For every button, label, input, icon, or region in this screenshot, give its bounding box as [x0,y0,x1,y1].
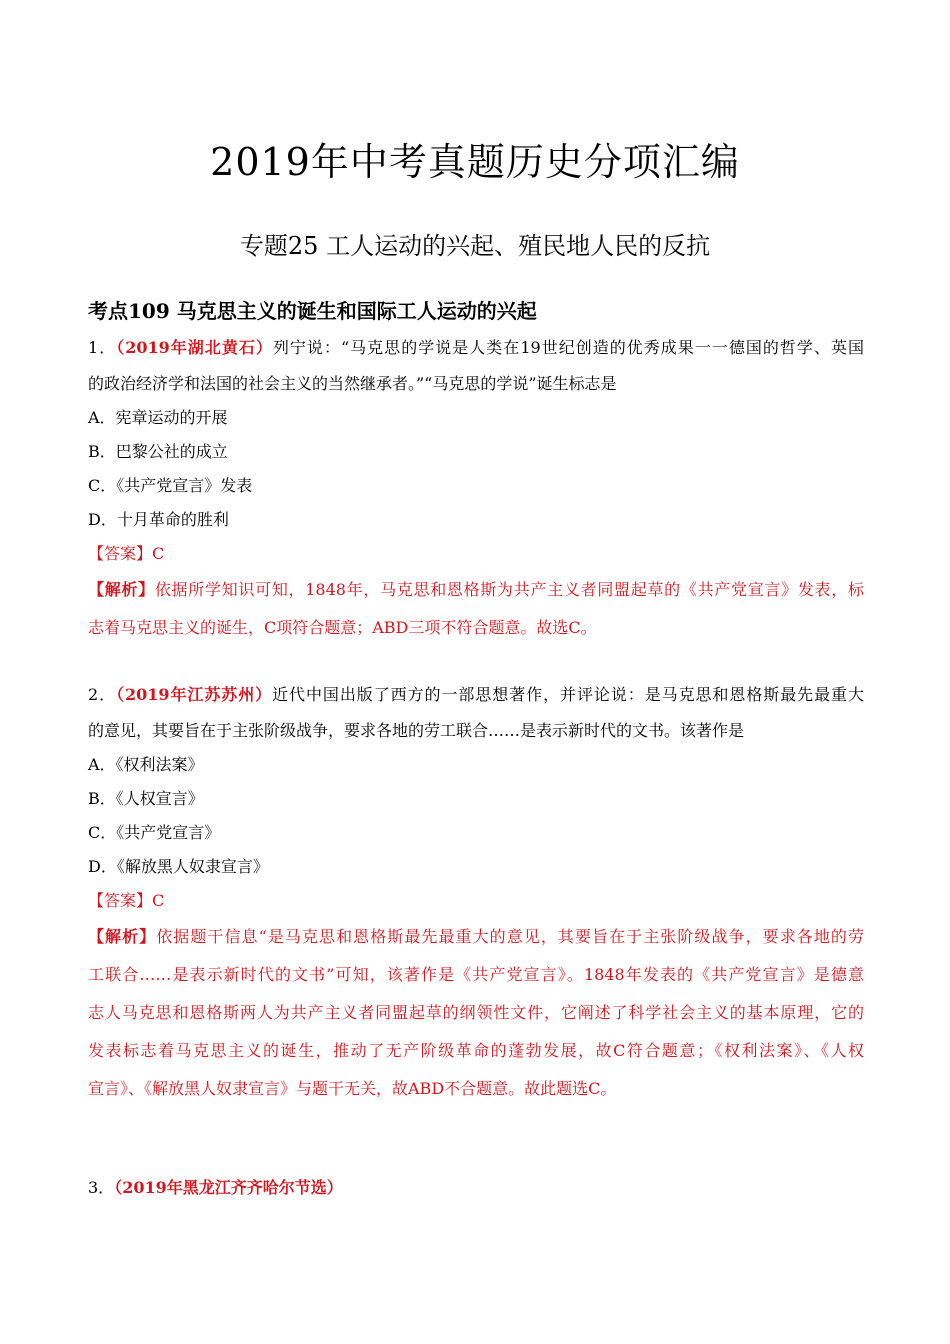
section-heading: 考点109 马克思主义的诞生和国际工人运动的兴起 [88,299,537,323]
question-1-analysis-line-1 [88,571,864,609]
topic-subtitle: 专题25 工人运动的兴起、殖民地人民的反抗 [239,232,711,260]
question-1-source: （2019年湖北黄石） [116,338,273,357]
question-3-source: （2019年黑龙江齐齐哈尔节选） [114,1178,343,1197]
question-1-answer [88,542,164,566]
question-2-option-b: B．《人权宣言》 [88,789,204,808]
question-2-analysis-line-4: 发表标志着马克思主义的诞生，推动了无产阶级革命的蓬勃发展，故C符合题意；《权利法案》、《人权 [88,1041,864,1060]
question-1-analysis-line-2: 志着马克思主义的诞生，C项符合题意；ABD三项不符合题意。故选C。 [88,618,597,637]
question-1-stem [88,330,864,402]
analysis-label: 【解析】 [88,580,155,599]
question-2-option-c: C．《共产党宣言》 [88,823,221,842]
document-title: 2019年中考真题历史分项汇编 [210,140,740,184]
question-1-option-d: D．十月革命的胜利 [88,510,229,529]
question-2-line-1 [88,677,864,713]
answer-label: 【答案】 [88,544,153,563]
question-1-line-2: 的政治经济学和法国的社会主义的当然继承者。”“马克思的学说”诞生标志是 [88,374,617,393]
analysis-text-1: 依据题干信息“是马克思和恩格斯最先最重大的意见，其要旨在于主张阶级战争，要求各地的劳 [156,927,864,946]
question-2-number: 2． [88,685,117,704]
question-2-stem [88,677,864,749]
question-1-line-1 [88,330,864,366]
question-2-analysis-line-5: 宣言》、《解放黑人奴隶宣言》与题干无关，故ABD不合题意。故此题选C。 [88,1079,617,1098]
question-2-option-d: D．《解放黑人奴隶宣言》 [88,857,269,876]
analysis-label: 【解析】 [88,927,157,946]
question-2-analysis [88,918,864,1108]
question-1-option-c: C．《共产党宣言》发表 [88,476,253,495]
answer-value: C [152,891,165,910]
question-3-number: 3． [88,1178,115,1197]
answer-label: 【答案】 [88,891,153,910]
question-2-analysis-line-3: 志人马克思和恩格斯两人为共产主义者同盟起草的纲领性文件，它阐述了科学社会主义的基本原理，它的 [88,1003,864,1022]
analysis-text-1: 依据所学知识可知，1848年，马克思和恩格斯为共产主义者同盟起草的《共产党宣言》发表，标 [154,580,864,599]
question-1-stem-text-1: 列宁说：“马克思的学说是人类在19世纪创造的优秀成果一一德国的哲学、英国 [272,338,864,357]
question-3-stem [88,1176,343,1200]
question-2-answer [88,889,164,913]
question-1-number: 1． [88,338,117,357]
question-2-analysis-line-1 [88,918,864,956]
question-1-option-b: B．巴黎公社的成立 [88,442,228,461]
answer-value: C [152,544,165,563]
question-1-option-a: A．宪章运动的开展 [88,408,228,427]
question-2-option-a: A．《权利法案》 [88,755,204,774]
question-2-stem-text-1: 近代中国出版了西方的一部思想著作，并评论说：是马克思和恩格斯最先最重大 [272,685,864,704]
question-2-line-2: 的意见，其要旨在于主张阶级战争，要求各地的劳工联合……是表示新时代的文书。该著作是 [88,721,745,740]
question-2-analysis-line-2: 工联合……是表示新时代的文书”可知，该著作是《共产党宣言》。1848年发表的《共产党宣言》是德意 [88,965,864,984]
question-2-source: （2019年江苏苏州） [116,685,273,704]
question-1-analysis [88,571,864,647]
